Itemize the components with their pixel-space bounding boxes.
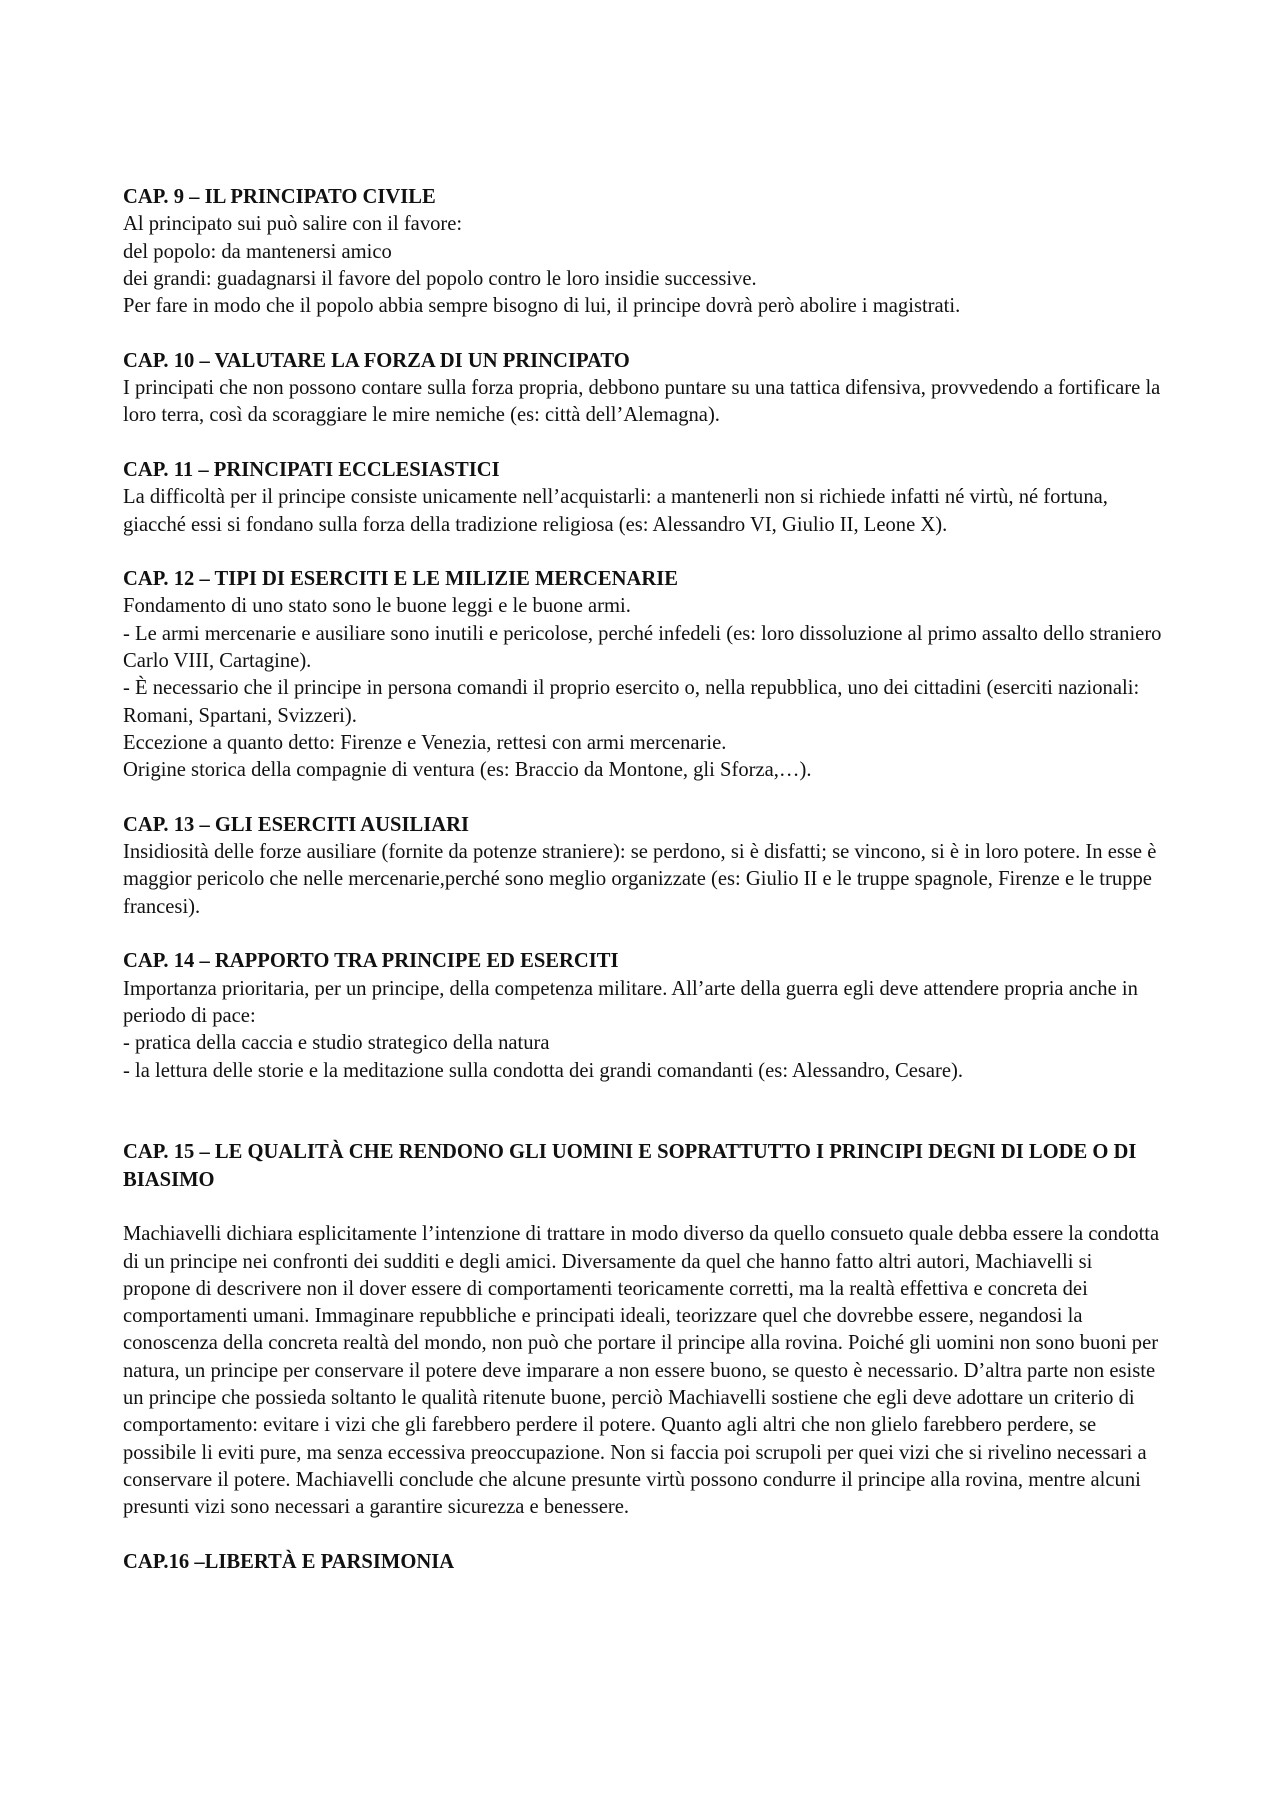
document-page [123,184,1163,1603]
section-line: - la lettura delle storie e la meditazione sulla condotta dei grandi comandanti (es: Alessandro, Cesare). [123,1059,964,1082]
section-cap-11 [123,457,1163,539]
section-heading: CAP.16 –LIBERTÀ E PARSIMONIA [123,1550,455,1573]
section-heading: CAP. 14 – RAPPORTO TRA PRINCIPE ED ESERCITI [123,950,619,973]
section-cap-9 [123,184,1163,320]
section-cap-16 [123,1549,1163,1576]
section-paragraph: Machiavelli dichiara esplicitamente l’intenzione di trattare in modo diverso da quello consueto quale debba essere la condotta di un principe nei confronti dei sudditi e degli amici. Diversamente da quel che hanno fatto altri autori, Machiavelli si propone di descrivere non il dover essere di comportamenti teoricamente corretti, ma la realtà effettiva e concreta dei comportamenti umani. Immaginare repubbliche e principati ideali, teorizzare quel che dovrebbe essere, negandosi la conoscenza della concreta realtà del mondo, non può che portare il principe alla rovina. Poiché gli uomini non sono buoni per natura, un principe per conservare il potere deve imparare a non essere buono, se questo è necessario. D’altra parte non esiste un principe che possieda soltanto le qualità ritenute buone, perciò Machiavelli sostiene che egli deve adottare un criterio di comportamento: evitare i vizi che gli farebbero perdere il potere. Quanto agli altri che non glielo farebbero perdere, se possibile li eviti pure, ma senza eccessiva preoccupazione. Non si faccia poi scrupoli per quei vizi che si rivelino necessari a conservare il potere. Machiavelli conclude che alcune presunte virtù possono condurre il principe alla rovina, mentre alcuni presunti vizi sono necessari a garantire sicurezza e benessere. [123,1223,1160,1519]
section-heading: CAP. 10 – VALUTARE LA FORZA DI UN PRINCIPATO [123,349,630,372]
section-line: del popolo: da mantenersi amico [123,240,392,263]
section-cap-13 [123,812,1163,921]
section-line: - Le armi mercenarie e ausiliare sono inutili e pericolose, perché infedeli (es: loro dissoluzione al primo assalto dello straniero Carlo VIII, Cartagine). [123,622,1162,673]
section-line: La difficoltà per il principe consiste unicamente nell’acquistarli: a mantenerli non si richiede infatti né virtù, né fortuna, giacché essi si fondano sulla forza della tradizione religiosa (es: Alessandro VI, Giulio II, Leone X). [123,486,1108,536]
section-line: Origine storica della compagnie di ventura (es: Braccio da Montone, gli Sforza,…). [123,759,812,782]
section-cap-14 [123,948,1163,1084]
section-line: Per fare in modo che il popolo abbia sempre bisogno di lui, il principe dovrà però abolire i magistrati. [123,295,961,318]
section-cap-12 [123,566,1163,784]
section-line: Importanza prioritaria, per un principe, della competenza militare. All’arte della guerra egli deve attendere propria anche in periodo di pace: [123,977,1138,1027]
section-cap-15 [123,1139,1163,1521]
section-heading: CAP. 12 – TIPI DI ESERCITI E LE MILIZIE MERCENARIE [123,568,679,591]
section-heading: CAP. 15 – LE QUALITÀ CHE RENDONO GLI UOMINI E SOPRATTUTTO I PRINCIPI DEGNI DI LODE O DI BIASIMO [123,1141,1137,1191]
section-line: Fondamento di uno stato sono le buone leggi e le buone armi. [123,595,631,618]
section-line: Insidiosità delle forze ausiliare (fornite da potenze straniere): se perdono, si è disfatti; se vincono, si è in loro potere. In esse è maggior pericolo che nelle mercenarie,perché sono meglio organizzate (es: Giulio II e le truppe spagnole, Firenze e le truppe francesi). [123,841,1157,918]
section-line: Eccezione a quanto detto: Firenze e Venezia, rettesi con armi mercenarie. [123,731,727,754]
section-line: I principati che non possono contare sulla forza propria, debbono puntare su una tattica difensiva, provvedendo a fortificare la loro terra, così da scoraggiare le mire nemiche (es: città dell’Alemagna). [123,377,1161,427]
section-heading: CAP. 11 – PRINCIPATI ECCLESIASTICI [123,458,500,481]
section-line: dei grandi: guadagnarsi il favore del popolo contro le loro insidie successive. [123,267,757,290]
section-line: - pratica della caccia e studio strategico della natura [123,1032,550,1055]
section-line: - È necessario che il principe in persona comandi il proprio esercito o, nella repubblica, uno dei cittadini (eserciti nazionali: Romani, Spartani, Svizzeri). [123,677,1140,727]
section-heading: CAP. 13 – GLI ESERCITI AUSILIARI [123,813,470,836]
section-heading: CAP. 9 – IL PRINCIPATO CIVILE [123,186,436,208]
section-cap-10 [123,348,1163,430]
section-line: Al principato sui può salire con il favore: [123,213,463,236]
